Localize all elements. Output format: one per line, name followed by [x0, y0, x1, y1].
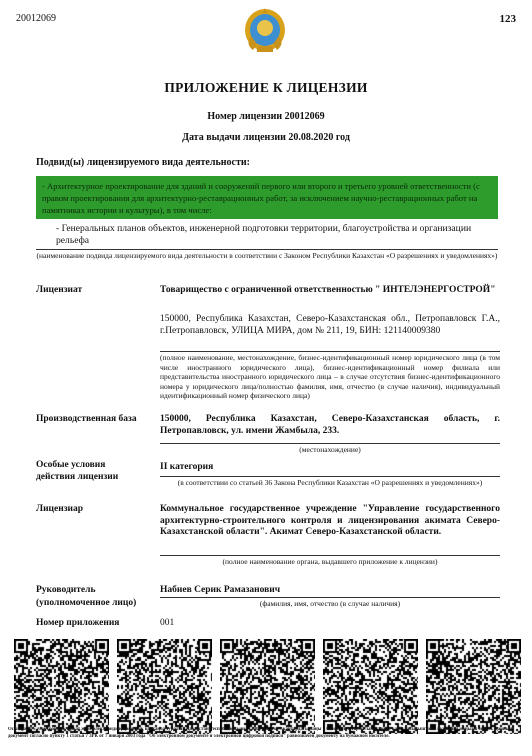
activity-item-2: - Генеральных планов объектов, инженерной подготовки территории, благоустройства и организации рельефа: [56, 223, 472, 246]
legal-footer: Осы құжат «Электрондық құжат және электрондық цифрлық қолтаңба туралы» Қазақстан Республикасының 2003 жылғы 7 қаңтардағы Заңы 7 бабының 1 тармағына сәйкес қағаз тасығыштағы құжатпен маңызы бірдей. Данный документ согласно пункту 1 статьи 7 ЗРК от 7 января 2003 года "Об электронном документе и электронной цифровой подписи" равнозначен документу на бумажном носителе.: [8, 727, 513, 739]
licensor-caption: (полное наименование органа, выдавшего приложение к лицензии): [222, 557, 438, 566]
qr-code-icon: [426, 639, 521, 734]
page-number: 123: [499, 13, 516, 25]
divider: [160, 597, 500, 598]
licensor-label: Лицензиар: [36, 504, 84, 514]
activity-heading: Подвид(ы) лицензируемого вида деятельности:: [36, 157, 250, 168]
activity-caption: (наименование подвида лицензируемого вида деятельности в соответствии с Законом Республики Казахстан «О разрешениях и уведомлениях»): [36, 251, 498, 260]
production-base-label: Производственная база: [36, 414, 137, 424]
production-base-caption: (местонахождение): [299, 445, 361, 454]
qr-code-icon: [117, 639, 212, 734]
divider: [160, 351, 500, 352]
head-label-2: (уполномоченное лицо): [36, 598, 137, 608]
document-number: 20012069: [16, 13, 56, 24]
special-conditions-label-2: действия лицензии: [36, 472, 119, 482]
divider: [36, 249, 498, 250]
special-conditions-label-1: Особые условия: [36, 460, 106, 470]
divider: [160, 555, 500, 556]
licensee-address: 150000, Республика Казахстан, Северо-Казахстанская обл., Петропавловск Г.А., г.Петропавловск, УЛИЦА МИРА, дом № 211, 19, БИН: 121140009380: [160, 314, 500, 336]
special-conditions-value: II категория: [160, 462, 214, 472]
special-conditions-caption: (в соответствии со статьей 36 Закона Республики Казахстан «О разрешениях и уведомлениях»): [177, 478, 483, 487]
qr-code-icon: [14, 639, 109, 734]
head-value: Набиев Серик Рамазанович: [160, 585, 281, 595]
appendix-label: Номер приложения: [36, 618, 120, 628]
production-base-value: 150000, Республика Казахстан, Северо-Казахстанская область, г. Петропавловск, ул. имени Жамбыла, 233.: [160, 414, 500, 436]
head-caption: (фамилия, имя, отчество (в случае наличия): [259, 599, 401, 608]
license-number: Номер лицензии 20012069: [207, 111, 325, 122]
licensee-caption: (полное наименование, местонахождение, бизнес-идентификационный номер юридического лица (в том числе иностранного юридического лица), бизнес-идентификационный номер филиала или представительства иностранного юридического лица – в случае отсутствия бизнес-идентификационного номера у юридического лица/полностью фамилия, имя, отчество (в случае наличия), индивидуальный идентификационный номер физического лица): [160, 353, 500, 400]
activity-item-1: - Архитектурное проектирование для зданий и сооружений первого или второго и третьего уровней ответственности (с правом проектирования для архитектурно-реставрационных работ, за исключением научно-реставрационных работ на памятниках истории и культуры), в том числе:: [42, 181, 480, 215]
head-label-1: Руководитель: [36, 585, 96, 595]
divider: [160, 476, 500, 477]
qr-code-icon: [323, 639, 418, 734]
issue-date: Дата выдачи лицензии 20.08.2020 год: [182, 132, 350, 143]
licensee-label: Лицензиат: [36, 285, 83, 295]
divider: [160, 443, 500, 444]
qr-code-icon: [220, 639, 315, 734]
appendix-value: 001: [160, 618, 175, 628]
licensor-value: Коммунальное государственное учреждение "Управление государственного архитектурно-строительного контроля и лицензирования акимата Северо-Казахстанской области". Акимат Северо-Казахстанской области.: [160, 504, 500, 537]
licensee-name: Товарищество с ограниченной ответственностью " ИНТЕЛЭНЕРГОСТРОЙ": [160, 285, 496, 295]
page-title: ПРИЛОЖЕНИЕ К ЛИЦЕНЗИИ: [164, 80, 368, 95]
kazakhstan-state-emblem-icon: [243, 6, 287, 54]
